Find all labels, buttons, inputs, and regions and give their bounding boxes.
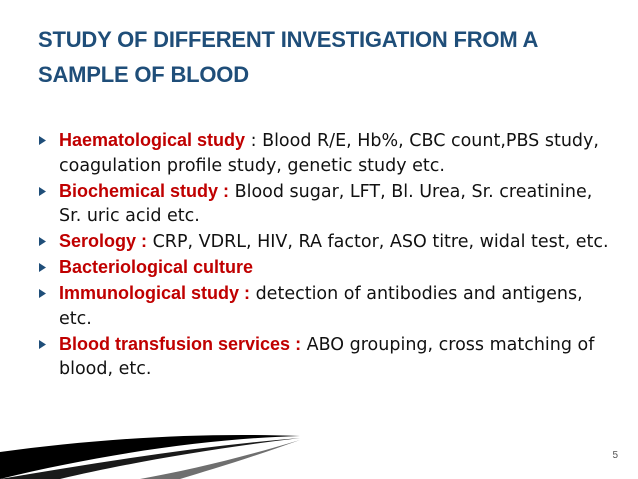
arrow-bullet-icon [35,229,49,253]
slide-title: STUDY OF DIFFERENT INVESTIGATION FROM A SAMPLE OF BLOOD [38,27,538,87]
item-desc: Blood sugar, LFT, Bl. Urea, Sr. creatinine, Sr. uric acid etc. [59,181,593,226]
item-term: Serology : [59,231,148,251]
list-item [33,255,613,281]
arrow-bullet-icon [35,281,49,305]
item-term: Haematological study [59,130,246,150]
item-term: Blood transfusion services : [59,333,302,354]
arrow-bullet-icon [35,332,49,356]
arrow-bullet-icon [35,255,49,279]
list-item [33,128,613,178]
page-number: 5 [612,450,618,461]
arrow-bullet-icon [35,128,49,152]
item-term: Bacteriological culture [59,257,254,277]
item-desc: : Blood R/E, Hb%, CBC count,PBS study, coagulation profile study, genetic study etc. [59,131,599,176]
bullet-list [33,128,613,382]
item-term: Immunological study : [59,283,251,303]
item-desc: CRP, VDRL, HIV, RA factor, ASO titre, widal test, etc. [147,232,609,252]
list-item [33,179,613,229]
item-term: Biochemical study : [59,180,230,201]
arrow-bullet-icon [35,179,49,203]
list-item [33,229,613,255]
list-item [33,332,613,382]
item-desc: detection of antibodies and antigens, etc. [59,284,583,329]
item-desc: ABO grouping, cross matching of blood, etc. [59,334,595,379]
list-item [33,281,613,331]
